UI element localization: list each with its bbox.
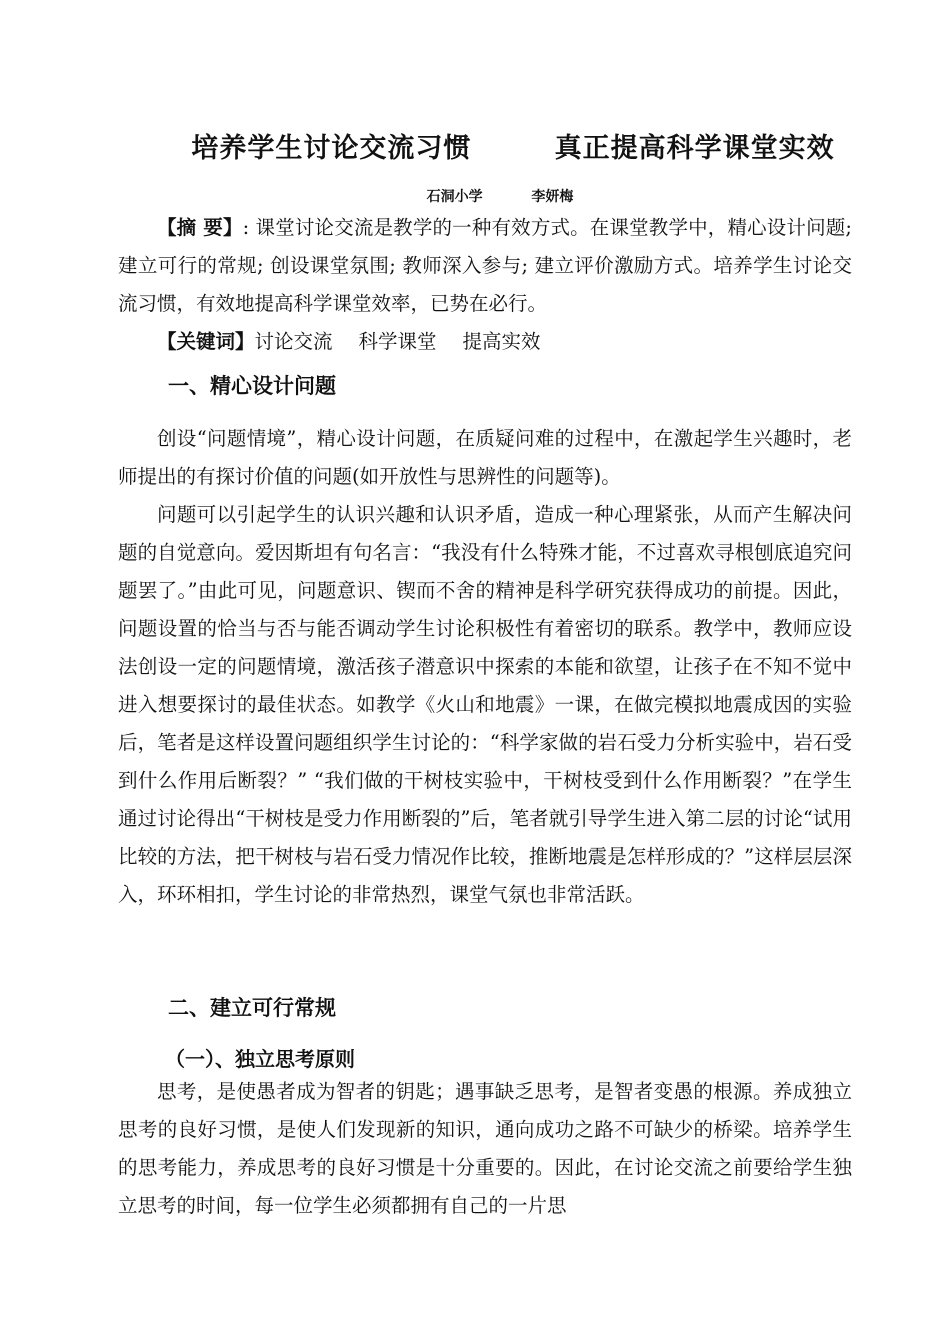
- section1-body: [118, 420, 852, 914]
- body-paragraph: 创设“问题情境”，精心设计问题，在质疑问难的过程中，在激起学生兴趣时，老师提出的有探讨价值的问题(如开放性与思辨性的问题等)。: [118, 427, 852, 488]
- keyword-item: 科学课堂: [358, 330, 437, 353]
- abstract-text: : 课堂讨论交流是教学的一种有效方式。在课堂教学中，精心设计问题; 建立可行的常规; 创设课堂氛围; 教师深入参与; 建立评价激励方式。培养学生讨论交流习惯，有效地提高科学课堂效率，已势在必行。: [118, 216, 852, 315]
- body-paragraph: 问题可以引起学生的认识兴趣和认识矛盾，造成一种心理紧张，从而产生解决问题的自觉意向。爱因斯坦有句名言：“我没有什么特殊才能，不过喜欢寻根刨底追究问题罢了。”由此可见，问题意识、锲而不舍的精神是科学研究获得成功的前提。因此，问题设置的恰当与否与能否调动学生讨论积极性有着密切的联系。教学中，教师应设法创设一定的问题情境，激活孩子潜意识中探索的本能和欲望，让孩子在不知不觉中进入想要探讨的最佳状态。如教学《火山和地震》一课，在做完模拟地震成因的实验后，笔者是这样设置问题组织学生讨论的：“科学家做的岩石受力分析实验中，岩石受到什么作用后断裂？” “我们做的干树枝实验中，干树枝受到什么作用断裂？”在学生通过讨论得出“干树枝是受力作用断裂的”后，笔者就引导学生进入第二层的讨论“试用比较的方法，把干树枝与岩石受力情况作比较，推断地震是怎样形成的？”这样层层深入，环环相扣，学生讨论的非常热烈，课堂气氛也非常活跃。: [118, 503, 852, 906]
- keywords-paragraph: [118, 323, 852, 361]
- section2-body: [118, 1073, 852, 1225]
- abstract-label: 【摘 要】: [157, 216, 243, 239]
- body-paragraph: 思考，是使愚者成为智者的钥匙；遇事缺乏思考，是智者变愚的根源。养成独立思考的良好习惯，是使人们发现新的知识，通向成功之路不可缺少的桥梁。培养学生的思考能力，养成思考的良好习惯是十分重要的。因此，在讨论交流之前要给学生独立思考的时间，每一位学生必须都拥有自己的一片思: [118, 1080, 852, 1217]
- keywords-label: 【关键词】: [157, 330, 255, 353]
- keyword-item: 提高实效: [462, 330, 541, 353]
- author-line: 石洞小学 李妍梅: [426, 189, 574, 205]
- document-title: 培养学生讨论交流习惯 真正提高科学课堂实效: [191, 133, 835, 164]
- section-heading: 一、精心设计问题: [168, 374, 336, 398]
- keyword-item: 讨论交流: [254, 330, 333, 353]
- subsection-heading: （一）、独立思考原则: [165, 1047, 355, 1071]
- section-heading: 二、建立可行常规: [168, 996, 336, 1020]
- abstract-paragraph: [118, 209, 852, 323]
- abstract-block: [118, 209, 852, 361]
